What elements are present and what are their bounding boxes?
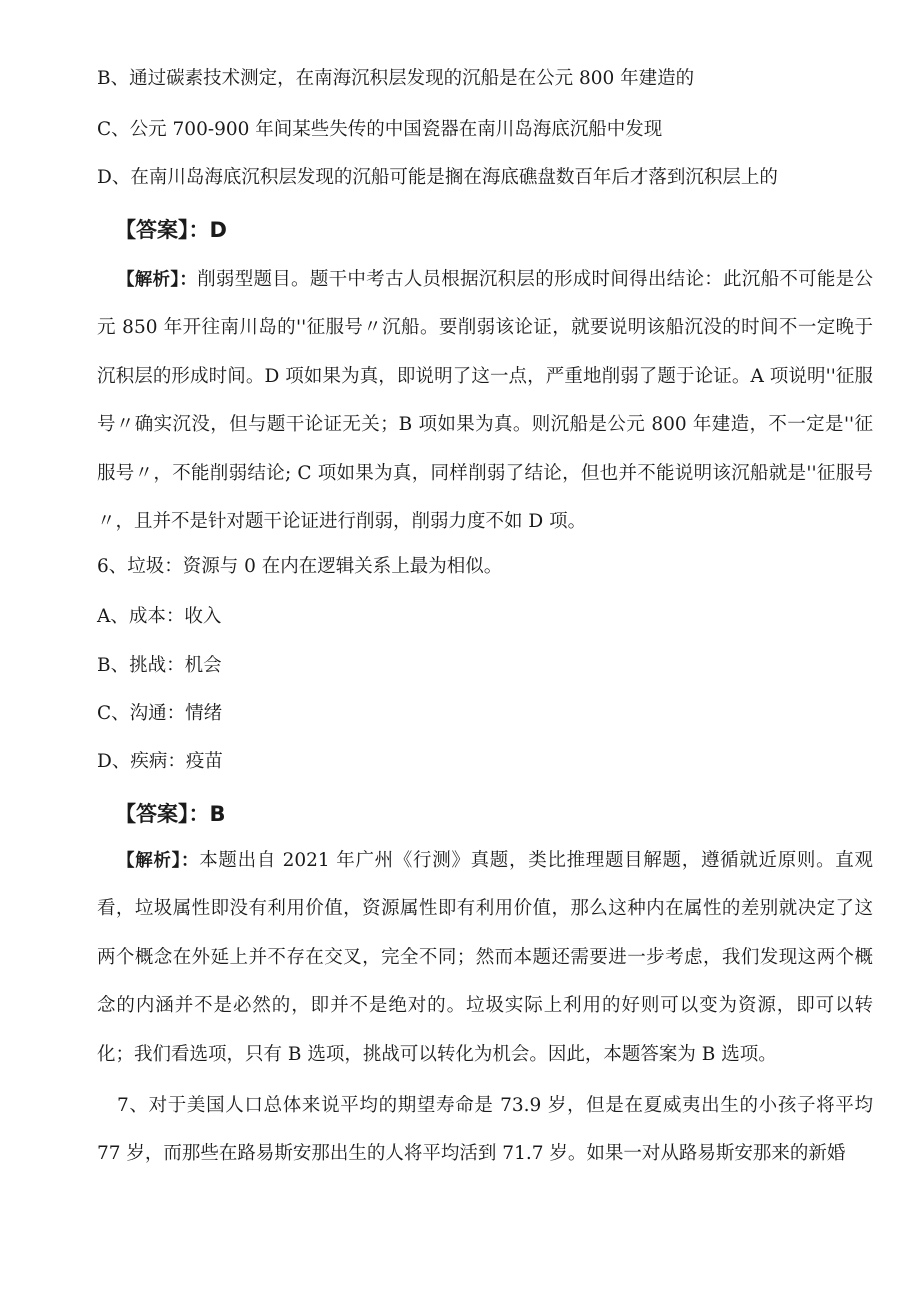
q5-answer: 【答案】：D xyxy=(115,218,227,242)
q6-option-a: A、成本：收入 xyxy=(97,606,222,627)
q6-stem: 6、垃圾：资源与 0 在内在逻辑关系上最为相似。 xyxy=(97,556,503,577)
q6-analysis xyxy=(97,837,873,1079)
q6-analysis-label: 【解析】： xyxy=(117,851,200,871)
q5-option-c: C、公元 700-900 年间某些失传的中国瓷器在南川岛海底沉船中发现 xyxy=(97,119,663,140)
q5-analysis-label: 【解析】： xyxy=(117,270,198,290)
q7-stem: 7、对于美国人口总体来说平均的期望寿命是 73.9 岁，但是在夏威夷出生的小孩子将平均 77 岁，而那些在路易斯安那出生的人将平均活到 71.7 岁。如果一对从路易斯安那来的新婚 xyxy=(97,1095,873,1165)
q5-analysis-text: 削弱型题目。题干中考古人员根据沉积层的形成时间得出结论：此沉船不可能是公元 850 年开往南川岛的''征服号〃沉船。要削弱该论证，就要说明该船沉没的时间不一定晚于沉积层的形成时间。D 项如果为真，即说明了这一点，严重地削弱了题于论证。A 项说明''征服号〃确实沉没，但与题干论证无关；B 项如果为真。则沉船是公元 800 年建造，不一定是''征服号〃，不能削弱结论; C 项如果为真，同样削弱了结论，但也并不能说明该沉船就是''征服号〃，且并不是针对题干论证进行削弱，削弱力度不如 D 项。 xyxy=(97,269,873,533)
q6-answer: 【答案】：B xyxy=(115,802,226,826)
q6-option-c: C、沟通：情绪 xyxy=(97,703,223,724)
q6-option-b: B、挑战：机会 xyxy=(97,655,222,676)
q5-option-d: D、在南川岛海底沉积层发现的沉船可能是搁在海底礁盘数百年后才落到沉积层上的 xyxy=(97,167,778,188)
q6-analysis-text: 本题出自 2021 年广州《行测》真题，类比推理题目解题，遵循就近原则。直观看，垃圾属性即没有利用价值，资源属性即有利用价值，那么这种内在属性的差别就决定了这两个概念在外延上并不存在交叉，完全不同；然而本题还需要进一步考虑，我们发现这两个概念的内涵并不是必然的，即并不是绝对的。垃圾实际上利用的好则可以变为资源，即可以转化；我们看选项，只有 B 选项，挑战可以转化为机会。因此，本题答案为 B 选项。 xyxy=(97,850,873,1065)
q6-option-d: D、疾病：疫苗 xyxy=(97,751,223,772)
q5-analysis xyxy=(97,256,873,546)
q5-option-b: B、通过碳素技术测定，在南海沉积层发现的沉船是在公元 800 年建造的 xyxy=(97,68,695,89)
